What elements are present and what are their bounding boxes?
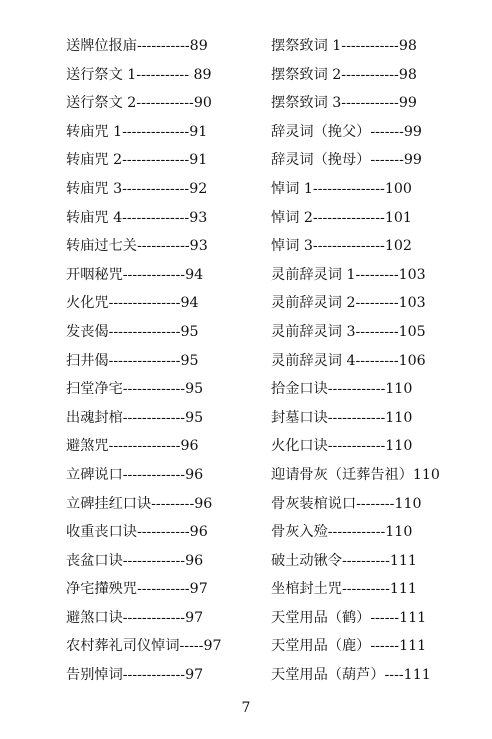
toc-entry: 送行祭文 1----------- 89 bbox=[66, 66, 212, 83]
toc-entry: 悼词 3---------------102 bbox=[271, 238, 412, 255]
toc-entry: 灵前辞灵词 1---------103 bbox=[271, 266, 426, 283]
toc-entry: 转庙咒 2--------------91 bbox=[66, 152, 208, 169]
toc-entry: 灵前辞灵词 3---------105 bbox=[271, 323, 426, 340]
toc-entry: 天堂用品（鹤）------111 bbox=[271, 609, 427, 626]
toc-left-column bbox=[66, 32, 246, 690]
toc-entry: 告别悼词-------------97 bbox=[66, 667, 204, 684]
toc-entry: 骨灰装棺说口--------110 bbox=[271, 495, 422, 512]
toc-entry: 坐棺封土咒----------111 bbox=[271, 581, 417, 598]
table-of-contents bbox=[0, 32, 492, 702]
toc-entry: 迎请骨灰（迁葬告祖）110 bbox=[271, 466, 440, 483]
toc-entry: 天堂用品（鹿）------111 bbox=[271, 638, 427, 655]
toc-entry: 扫堂净宅-------------95 bbox=[66, 381, 204, 398]
toc-entry: 送行祭文 2------------90 bbox=[66, 95, 212, 112]
toc-entry: 辞灵词（挽父）-------99 bbox=[271, 123, 422, 140]
toc-entry: 摆祭致词 3------------99 bbox=[271, 95, 417, 112]
toc-entry: 火化口诀------------110 bbox=[271, 438, 413, 455]
toc-entry: 天堂用品（葫芦）----111 bbox=[271, 667, 431, 684]
toc-entry: 转庙咒 3--------------92 bbox=[66, 180, 208, 197]
toc-entry: 净宅攆殃咒-----------97 bbox=[66, 581, 208, 598]
toc-entry: 扫井偈---------------95 bbox=[66, 352, 199, 369]
toc-entry: 悼词 2---------------101 bbox=[271, 209, 412, 226]
toc-entry: 悼词 1---------------100 bbox=[271, 180, 412, 197]
toc-entry: 摆祭致词 1------------98 bbox=[271, 38, 417, 54]
toc-entry: 出魂封棺-------------95 bbox=[66, 409, 204, 426]
toc-entry: 避煞口诀-------------97 bbox=[66, 609, 204, 626]
page-number: 7 bbox=[241, 700, 251, 716]
toc-entry: 丧盆口诀-------------96 bbox=[66, 552, 204, 569]
toc-entry: 骨灰入殓------------110 bbox=[271, 524, 413, 541]
toc-entry: 发丧偈---------------95 bbox=[66, 323, 199, 340]
toc-entry: 摆祭致词 2------------98 bbox=[271, 66, 417, 83]
toc-entry: 转庙咒 4--------------93 bbox=[66, 209, 208, 226]
toc-entry: 灵前辞灵词 2---------103 bbox=[271, 295, 426, 312]
toc-entry: 农村葬礼司仪悼词-----97 bbox=[66, 638, 222, 655]
toc-entry: 火化咒---------------94 bbox=[66, 295, 199, 312]
toc-entry: 送牌位报庙-----------89 bbox=[66, 38, 208, 54]
toc-entry: 开咽秘咒-------------94 bbox=[66, 266, 204, 283]
toc-entry: 破土动锹令----------111 bbox=[271, 552, 417, 569]
toc-entry: 灵前辞灵词 4---------106 bbox=[271, 352, 426, 369]
toc-right-column bbox=[271, 32, 453, 690]
toc-entry: 避煞咒---------------96 bbox=[66, 438, 199, 455]
toc-entry: 拾金口诀------------110 bbox=[271, 381, 413, 398]
toc-entry: 转庙过七关-----------93 bbox=[66, 238, 208, 255]
toc-entry: 封墓口诀------------110 bbox=[271, 409, 413, 426]
toc-entry: 转庙咒 1--------------91 bbox=[66, 123, 208, 140]
toc-entry: 辞灵词（挽母）-------99 bbox=[271, 152, 422, 169]
toc-entry: 立碑说口-------------96 bbox=[66, 466, 204, 483]
toc-entry: 收重丧口诀-----------96 bbox=[66, 524, 208, 541]
toc-entry: 立碑挂红口诀---------96 bbox=[66, 495, 213, 512]
